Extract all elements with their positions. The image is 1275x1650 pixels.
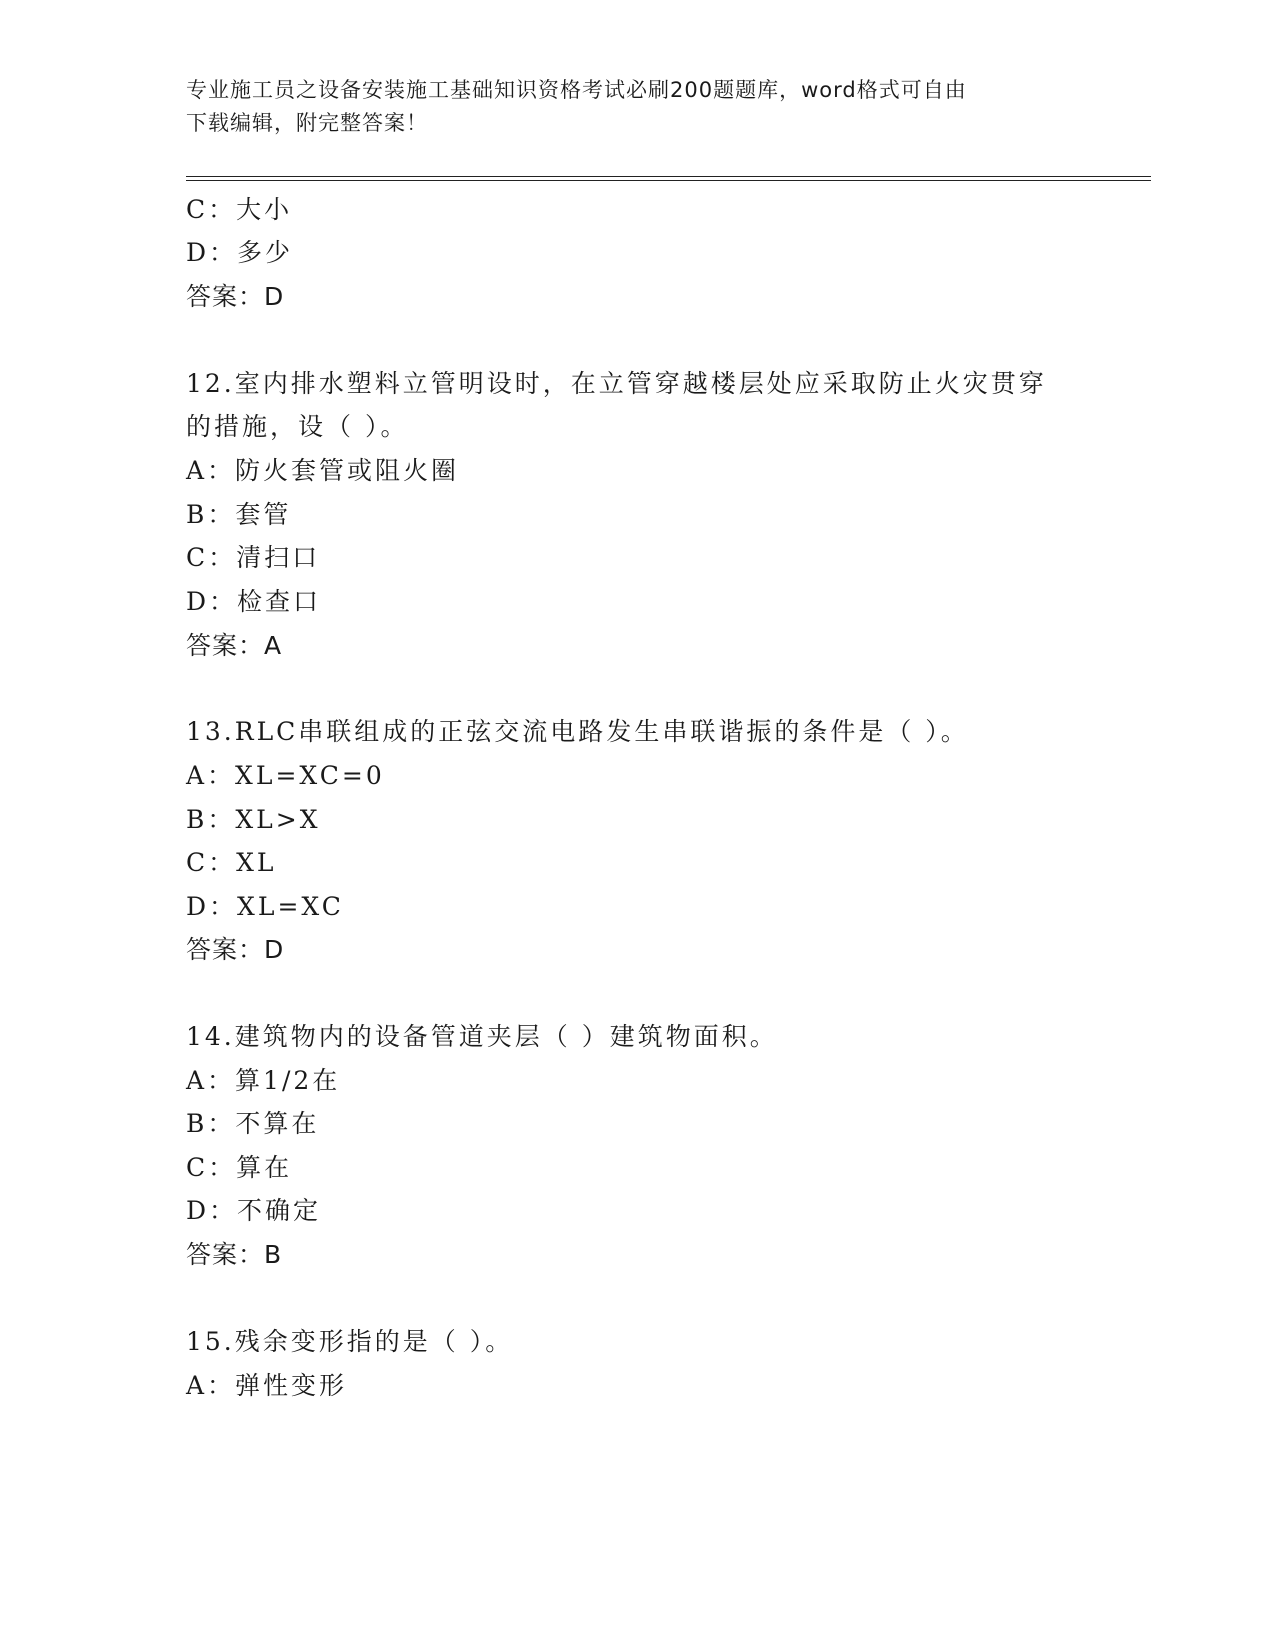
header-divider-top [186, 176, 1151, 177]
q14-option-b: B：不算在 [186, 1109, 320, 1138]
q15-option-a: A：弹性变形 [186, 1371, 348, 1400]
q13-option-b: B：XL>X [186, 805, 321, 834]
q13-option-a: A：XL=XC=0 [186, 761, 385, 790]
q14-option-d: D：不确定 [186, 1196, 322, 1225]
q12-stem-line-1: 12.室内排水塑料立管明设时，在立管穿越楼层处应采取防止火灾贯穿 [186, 369, 1047, 398]
q13-option-c: C：XL [186, 848, 277, 877]
header-title-line-2: 下载编辑，附完整答案！ [186, 111, 428, 135]
q15-stem: 15.残余变形指的是（ ）。 [186, 1327, 514, 1356]
q14-option-a: A：算1/2在 [186, 1066, 341, 1095]
prev-answer: 答案：D [186, 282, 285, 311]
q12-answer: 答案：A [186, 631, 283, 660]
q12-option-c: C：清扫口 [186, 543, 321, 572]
prev-option-d: D：多少 [186, 238, 294, 267]
q12-stem-line-2: 的措施，设（ ）。 [186, 412, 409, 441]
q12-option-a: A：防火套管或阻火圈 [186, 456, 460, 485]
q12-option-b: B：套管 [186, 500, 292, 529]
header-title-line-1: 专业施工员之设备安装施工基础知识资格考试必刷200题题库，word格式可自由 [186, 78, 967, 102]
header-divider-bottom [186, 180, 1151, 181]
q13-option-d: D：XL=XC [186, 892, 344, 921]
prev-option-c: C：大小 [186, 195, 293, 224]
q13-stem: 13.RLC串联组成的正弦交流电路发生串联谐振的条件是（ ）。 [186, 717, 969, 746]
q14-option-c: C：算在 [186, 1153, 293, 1182]
q13-answer: 答案：D [186, 935, 285, 964]
q14-stem: 14.建筑物内的设备管道夹层（ ）建筑物面积。 [186, 1022, 778, 1051]
q14-answer: 答案：B [186, 1240, 283, 1269]
q12-option-d: D：检查口 [186, 587, 322, 616]
